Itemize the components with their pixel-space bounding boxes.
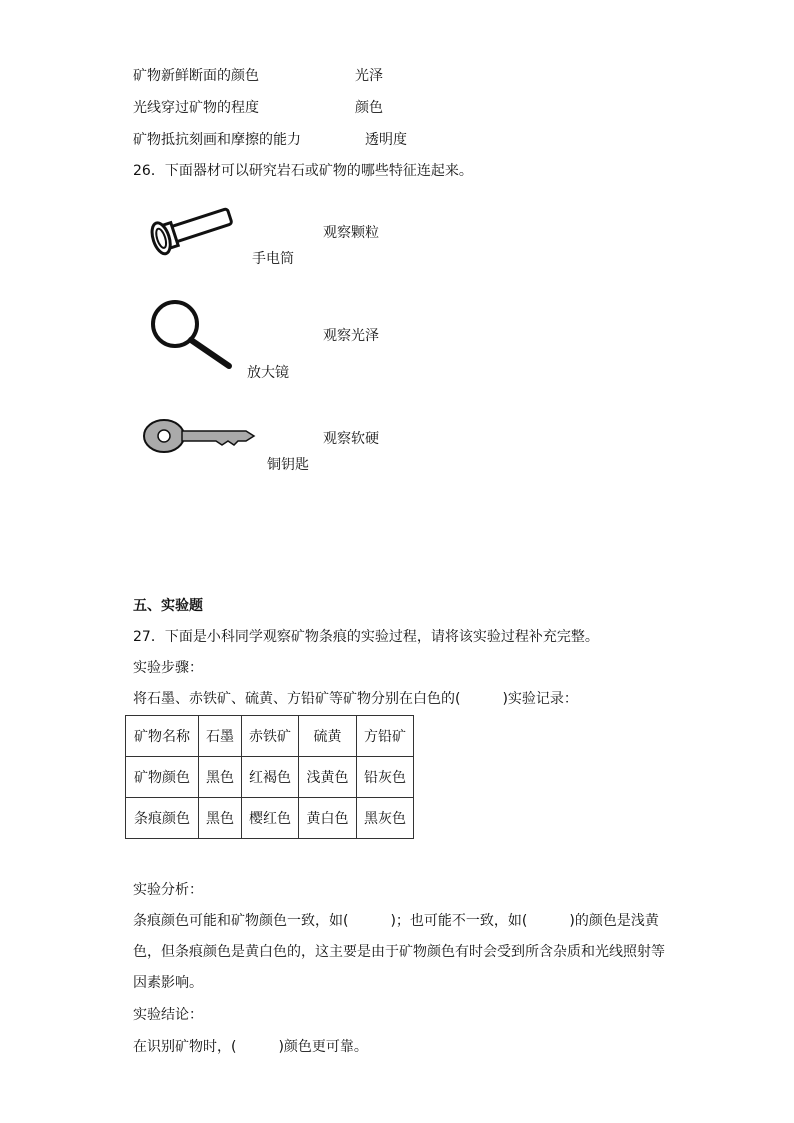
feature-label-grain: 观察颗粒 bbox=[323, 225, 379, 241]
analysis-line: 因素影响。 bbox=[133, 975, 203, 991]
table-cell: 红褐色 bbox=[242, 757, 299, 798]
match-left-1: 矿物新鲜断面的颜色 bbox=[133, 68, 259, 84]
key-icon bbox=[138, 412, 258, 462]
question-27-title: 27．下面是小科同学观察矿物条痕的实验过程，请将该实验过程补充完整。 bbox=[133, 629, 599, 645]
section-heading: 五、实验题 bbox=[133, 598, 203, 614]
match-left-3: 矿物抵抗刻画和摩擦的能力 bbox=[133, 132, 301, 148]
table-cell: 矿物颜色 bbox=[126, 757, 199, 798]
feature-label-luster: 观察光泽 bbox=[323, 328, 379, 344]
table-row bbox=[126, 716, 414, 757]
record-table bbox=[125, 715, 414, 839]
table-cell: 赤铁矿 bbox=[242, 716, 299, 757]
tool-label-key: 铜钥匙 bbox=[267, 457, 309, 473]
table-cell: 硫黄 bbox=[299, 716, 357, 757]
table-cell: 樱红色 bbox=[242, 798, 299, 839]
analysis-line: 色，但条痕颜色是黄白色的，这主要是由于矿物颜色有时会受到所含杂质和光线照射等 bbox=[133, 944, 665, 960]
table-cell: 铅灰色 bbox=[357, 757, 414, 798]
table-cell: 方铅矿 bbox=[357, 716, 414, 757]
table-row bbox=[126, 798, 414, 839]
flashlight-icon bbox=[140, 195, 240, 265]
analysis-label: 实验分析： bbox=[133, 882, 203, 898]
table-cell: 黑灰色 bbox=[357, 798, 414, 839]
step-line: 将石墨、赤铁矿、硫黄、方铅矿等矿物分别在白色的( )实验记录： bbox=[133, 691, 578, 707]
analysis-line: 条痕颜色可能和矿物颜色一致，如( )；也可能不一致，如( )的颜色是浅黄 bbox=[133, 913, 659, 929]
magnifier-icon bbox=[145, 292, 240, 372]
question-26-title: 26．下面器材可以研究岩石或矿物的哪些特征连起来。 bbox=[133, 163, 473, 179]
steps-label: 实验步骤： bbox=[133, 660, 203, 676]
match-left-2: 光线穿过矿物的程度 bbox=[133, 100, 259, 116]
match-right-2: 颜色 bbox=[355, 100, 383, 116]
table-cell: 黑色 bbox=[199, 757, 242, 798]
feature-label-hardness: 观察软硬 bbox=[323, 431, 379, 447]
table-cell: 石墨 bbox=[199, 716, 242, 757]
table-cell: 浅黄色 bbox=[299, 757, 357, 798]
table-row bbox=[126, 757, 414, 798]
match-right-1: 光泽 bbox=[355, 68, 383, 84]
tool-label-flashlight: 手电筒 bbox=[252, 251, 294, 267]
conclusion-label: 实验结论： bbox=[133, 1007, 203, 1023]
table-cell: 条痕颜色 bbox=[126, 798, 199, 839]
table-cell: 黄白色 bbox=[299, 798, 357, 839]
conclusion-line: 在识别矿物时，( )颜色更可靠。 bbox=[133, 1039, 368, 1055]
match-right-3: 透明度 bbox=[365, 132, 407, 148]
table-cell: 黑色 bbox=[199, 798, 242, 839]
table-cell: 矿物名称 bbox=[126, 716, 199, 757]
tool-label-magnifier: 放大镜 bbox=[247, 365, 289, 381]
